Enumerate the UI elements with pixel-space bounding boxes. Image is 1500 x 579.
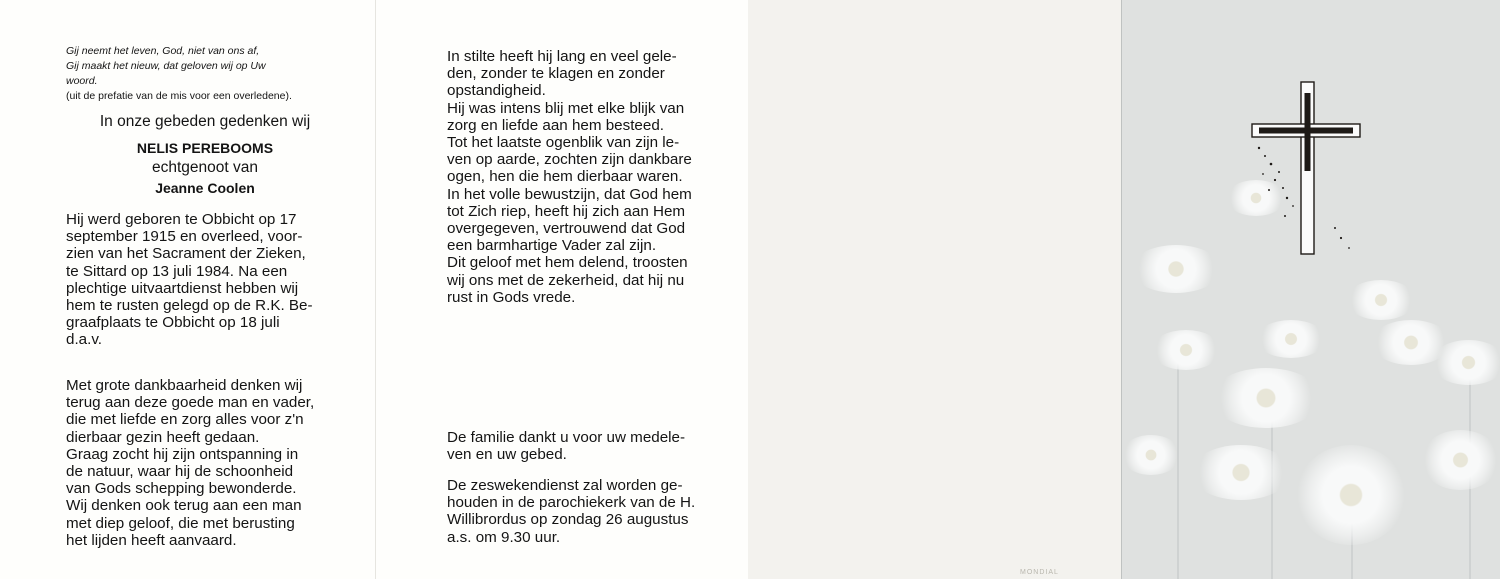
cross-icon xyxy=(1249,78,1367,260)
memory-paragraph xyxy=(66,377,341,549)
relation-label: echtgenoot van xyxy=(151,159,258,176)
text-line: Willibrordus op zondag 26 augustus xyxy=(447,511,689,529)
bio-line: zien van het Sacrament der Zieken, xyxy=(66,245,306,263)
daisy-flower xyxy=(1151,330,1221,370)
text-line: wij ons met de zekerheid, dat hij nu xyxy=(447,271,685,289)
spouse-name: Jeanne Coolen xyxy=(155,180,255,196)
text-line: zorg en liefde aan hem besteed. xyxy=(447,116,664,134)
deceased-name: NELIS PEREBOOMS xyxy=(136,140,274,156)
memory-line: Met grote dankbaarheid denken wij xyxy=(66,377,303,394)
service-paragraph xyxy=(447,477,722,546)
opening-quote xyxy=(66,44,351,104)
daisy-flower xyxy=(1121,435,1181,475)
text-line: ven op aarde, zochten zijn dankbare xyxy=(447,151,692,169)
daisy-flower xyxy=(1421,430,1500,490)
middle-page xyxy=(375,0,748,579)
prayer-intro: In onze gebeden gedenken wij xyxy=(99,113,311,130)
text-line: ven en uw gebed. xyxy=(447,446,567,464)
back-page xyxy=(748,0,1121,579)
thanks-paragraph xyxy=(447,429,722,463)
left-page xyxy=(0,0,375,579)
daisy-flower xyxy=(1211,368,1321,428)
bio-line: te Sittard op 13 juli 1984. Na een xyxy=(66,262,288,280)
quote-line: Gij maakt het nieuw, dat geloven wij op Uw xyxy=(66,60,266,72)
text-line: opstandigheid. xyxy=(447,82,546,100)
daisy-photo xyxy=(1121,0,1500,579)
memory-line: terug aan deze goede man en vader, xyxy=(66,394,315,412)
daisy-flower xyxy=(1191,445,1291,500)
illness-paragraph xyxy=(447,48,722,306)
text-line: In stilte heeft hij lang en veel gele- xyxy=(447,48,677,65)
quote-line: woord. xyxy=(66,75,98,87)
text-line: overgegeven, vertrouwend dat God xyxy=(447,220,686,238)
memory-line: Graag zocht hij zijn ontspanning in xyxy=(66,445,299,463)
memory-line: het lijden heeft aanvaard. xyxy=(66,531,237,549)
bio-line: september 1915 en overleed, voor- xyxy=(66,228,303,246)
text-line: ogen, hen die hem dierbaar waren. xyxy=(447,168,683,186)
fold-line xyxy=(1121,0,1122,579)
fold-line xyxy=(375,0,376,579)
memory-line: Wij denken ook terug aan een man xyxy=(66,497,302,515)
bio-line: graafplaats te Obbicht op 18 juli xyxy=(66,314,280,332)
memory-line: de natuur, waar hij de schoonheid xyxy=(66,463,294,481)
text-line: Hij was intens blij met elke blijk van xyxy=(447,99,685,117)
text-line: Dit geloof met hem delend, troosten xyxy=(447,254,688,272)
text-line: tot Zich riep, heeft hij zich aan Hem xyxy=(447,202,686,220)
bio-line: Hij werd geboren te Obbicht op 17 xyxy=(66,211,297,228)
text-line: den, zonder te klagen en zonder xyxy=(447,65,665,83)
quote-source: (uit de prefatie van de mis voor een overledene). xyxy=(66,90,292,102)
daisy-flower xyxy=(1431,340,1500,385)
text-line: De zeswekendienst zal worden ge- xyxy=(447,477,683,494)
biography-paragraph xyxy=(66,211,337,349)
memory-line: dierbaar gezin heeft gedaan. xyxy=(66,428,260,446)
text-line: een barmhartige Vader zal zijn. xyxy=(447,237,657,255)
daisy-flower xyxy=(1346,280,1416,320)
daisy-flower xyxy=(1256,320,1326,358)
daisy-flower xyxy=(1131,245,1221,293)
text-line: Tot het laatste ogenblik van zijn le- xyxy=(447,134,680,152)
printer-mark: MONDIAL xyxy=(1020,569,1059,576)
daisy-flower xyxy=(1296,445,1406,545)
quote-line: Gij neemt het leven, God, niet van ons af, xyxy=(66,45,260,57)
text-line: De familie dankt u voor uw medele- xyxy=(447,429,686,446)
memory-line: die met liefde en zorg alles voor z'n xyxy=(66,411,304,429)
bio-line: d.a.v. xyxy=(66,331,103,349)
bio-line: plechtige uitvaartdienst hebben wij xyxy=(66,279,299,297)
text-line: In het volle bewustzijn, dat God hem xyxy=(447,185,692,203)
text-line: a.s. om 9.30 uur. xyxy=(447,528,561,546)
memory-line: met diep geloof, die met berusting xyxy=(66,514,295,532)
bio-line: hem te rusten gelegd op de R.K. Be- xyxy=(66,297,313,315)
text-line: rust in Gods vrede. xyxy=(447,288,576,306)
text-line: houden in de parochiekerk van de H. xyxy=(447,494,696,512)
memory-line: van Gods schepping bewonderde. xyxy=(66,480,297,498)
